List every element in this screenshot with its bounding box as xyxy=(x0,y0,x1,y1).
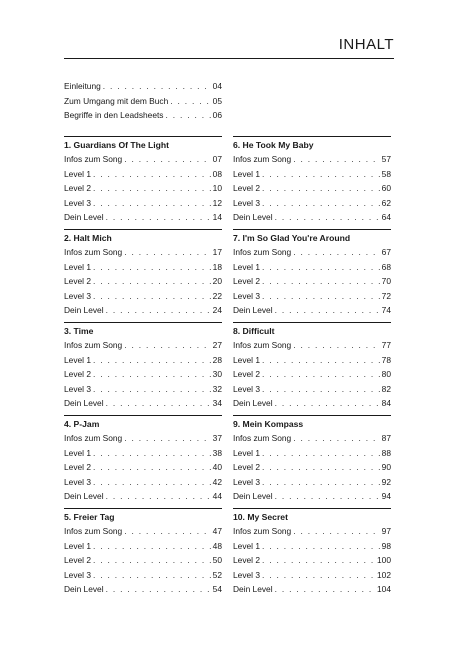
toc-entry[interactable] xyxy=(233,274,391,289)
entry-page: 20 xyxy=(212,276,222,286)
toc-entry[interactable] xyxy=(233,367,391,382)
toc-entry[interactable] xyxy=(64,382,222,397)
entry-label: Level 2 xyxy=(233,183,261,193)
entry-page: 90 xyxy=(381,462,391,472)
entry-label: Level 1 xyxy=(64,168,92,179)
entry-label: Level 1 xyxy=(64,540,92,551)
dot-leader xyxy=(262,568,375,583)
section-divider xyxy=(64,415,222,416)
entry-page: 14 xyxy=(212,212,222,222)
toc-entry[interactable] xyxy=(233,353,391,368)
toc-entry[interactable] xyxy=(64,539,222,554)
dot-leader xyxy=(106,396,211,411)
dot-leader xyxy=(93,289,211,304)
entry-page: 06 xyxy=(212,110,222,120)
toc-entry[interactable] xyxy=(233,210,391,225)
entry-page: 87 xyxy=(381,433,391,443)
section-divider xyxy=(233,229,391,230)
section-divider xyxy=(233,136,391,137)
dot-leader xyxy=(93,181,211,196)
toc-entry[interactable] xyxy=(233,382,391,397)
toc-entry[interactable] xyxy=(64,553,222,568)
entry-page: 88 xyxy=(381,447,391,458)
dot-leader xyxy=(93,475,211,490)
song-section xyxy=(233,229,391,318)
entry-page: 97 xyxy=(381,526,391,536)
song-title[interactable]: 2. Halt Mich xyxy=(64,233,112,243)
entry-label: Level 3 xyxy=(233,476,261,487)
intro-entry[interactable] xyxy=(64,94,222,109)
dot-leader xyxy=(275,396,380,411)
entry-page: 07 xyxy=(212,154,222,164)
entry-page: 74 xyxy=(381,305,391,315)
entry-label: Infos zum Song xyxy=(64,247,123,257)
dot-leader xyxy=(124,245,210,260)
page-title: INHALT xyxy=(338,36,394,53)
entry-page: 54 xyxy=(212,584,222,594)
section-divider xyxy=(64,322,222,323)
entry-label: Level 1 xyxy=(233,168,261,179)
dot-leader xyxy=(106,582,211,597)
song-section xyxy=(233,136,391,225)
toc-entry[interactable] xyxy=(64,524,222,539)
song-section xyxy=(233,415,391,504)
entry-label: Dein Level xyxy=(233,491,273,501)
entry-label: Dein Level xyxy=(64,584,104,594)
toc-entry[interactable] xyxy=(64,167,222,182)
entry-page: 50 xyxy=(212,555,222,565)
entry-label: Level 3 xyxy=(233,383,261,394)
dot-leader xyxy=(103,79,211,94)
toc-entry[interactable] xyxy=(233,152,391,167)
entry-label: Level 1 xyxy=(64,354,92,365)
dot-leader xyxy=(262,167,380,182)
entry-page: 17 xyxy=(212,247,222,257)
entry-label: Level 1 xyxy=(64,447,92,458)
entry-page: 47 xyxy=(212,526,222,536)
dot-leader xyxy=(93,367,211,382)
toc-entry[interactable] xyxy=(64,260,222,275)
song-section xyxy=(64,415,222,504)
entry-page: 48 xyxy=(212,540,222,551)
toc-entry[interactable] xyxy=(233,196,391,211)
entry-page: 102 xyxy=(377,569,391,580)
dot-leader xyxy=(293,524,379,539)
entry-page: 82 xyxy=(381,383,391,394)
song-title[interactable]: 4. P-Jam xyxy=(64,419,100,429)
toc-entry[interactable] xyxy=(64,289,222,304)
song-section xyxy=(64,508,222,597)
entry-page: 52 xyxy=(212,569,222,580)
dot-leader xyxy=(262,553,375,568)
entry-page: 98 xyxy=(381,540,391,551)
dot-leader xyxy=(124,152,210,167)
song-section xyxy=(64,136,222,225)
entry-page: 18 xyxy=(212,261,222,272)
toc-entry[interactable] xyxy=(64,475,222,490)
entry-label: Infos zum Song xyxy=(64,526,123,536)
entry-page: 58 xyxy=(381,168,391,179)
dot-leader xyxy=(93,553,211,568)
song-section xyxy=(233,508,391,597)
entry-page: 10 xyxy=(212,183,222,193)
entry-label: Level 2 xyxy=(64,555,92,565)
toc-entry[interactable] xyxy=(64,210,222,225)
dot-leader xyxy=(93,539,211,554)
dot-leader xyxy=(262,539,380,554)
entry-label: Level 3 xyxy=(233,197,261,208)
toc-entry[interactable] xyxy=(64,353,222,368)
toc-entry[interactable] xyxy=(233,338,391,353)
entry-page: 38 xyxy=(212,447,222,458)
dot-leader xyxy=(93,568,211,583)
song-title[interactable]: 3. Time xyxy=(64,326,94,336)
toc-entry[interactable] xyxy=(64,568,222,583)
dot-leader xyxy=(262,274,380,289)
dot-leader xyxy=(170,94,210,109)
dot-leader xyxy=(93,260,211,275)
entry-label: Infos zum Song xyxy=(233,526,292,536)
entry-label: Infos zum Song xyxy=(64,433,123,443)
song-title[interactable]: 5. Freier Tag xyxy=(64,512,115,522)
dot-leader xyxy=(293,245,379,260)
dot-leader xyxy=(275,489,380,504)
entry-label: Level 1 xyxy=(233,540,261,551)
dot-leader xyxy=(106,489,211,504)
entry-label: Level 2 xyxy=(64,276,92,286)
entry-label: Dein Level xyxy=(64,212,104,222)
dot-leader xyxy=(293,338,379,353)
entry-label: Level 2 xyxy=(233,369,261,379)
entry-page: 67 xyxy=(381,247,391,257)
entry-label: Zum Umgang mit dem Buch xyxy=(64,95,169,106)
song-section xyxy=(233,322,391,411)
song-title[interactable]: 8. Difficult xyxy=(233,326,275,336)
entry-label: Level 3 xyxy=(64,476,92,487)
entry-label: Dein Level xyxy=(64,305,104,315)
dot-leader xyxy=(293,152,379,167)
entry-label: Level 2 xyxy=(233,555,261,565)
song-section xyxy=(64,229,222,318)
toc-entry[interactable] xyxy=(64,367,222,382)
section-divider xyxy=(233,415,391,416)
entry-page: 62 xyxy=(381,197,391,208)
entry-label: Level 1 xyxy=(64,261,92,272)
dot-leader xyxy=(262,181,380,196)
toc-entry[interactable] xyxy=(233,460,391,475)
entry-page: 08 xyxy=(212,168,222,179)
dot-leader xyxy=(275,303,380,318)
toc-entry[interactable] xyxy=(64,303,222,318)
dot-leader xyxy=(93,167,211,182)
dot-leader xyxy=(106,210,211,225)
toc-entry[interactable] xyxy=(64,274,222,289)
dot-leader xyxy=(262,475,380,490)
toc-entry[interactable] xyxy=(64,446,222,461)
entry-page: 92 xyxy=(381,476,391,487)
entry-label: Infos zum Song xyxy=(233,433,292,443)
toc-entry[interactable] xyxy=(64,460,222,475)
entry-label: Level 1 xyxy=(233,447,261,458)
entry-label: Level 1 xyxy=(233,354,261,365)
entry-page: 100 xyxy=(377,555,391,565)
entry-label: Infos zum Song xyxy=(64,154,123,164)
toc-entry[interactable] xyxy=(233,475,391,490)
toc-entry[interactable] xyxy=(64,396,222,411)
entry-label: Level 3 xyxy=(64,383,92,394)
entry-page: 80 xyxy=(381,369,391,379)
entry-label: Level 1 xyxy=(233,261,261,272)
intro-entry[interactable] xyxy=(64,79,222,94)
header-divider xyxy=(64,58,394,59)
toc-entry[interactable] xyxy=(64,152,222,167)
song-title[interactable]: 10. My Secret xyxy=(233,512,288,522)
dot-leader xyxy=(93,274,211,289)
entry-label: Dein Level xyxy=(233,212,273,222)
entry-page: 104 xyxy=(377,584,391,594)
toc-entry[interactable] xyxy=(64,582,222,597)
dot-leader xyxy=(93,353,211,368)
entry-label: Level 3 xyxy=(233,290,261,301)
entry-label: Dein Level xyxy=(233,305,273,315)
dot-leader xyxy=(124,338,210,353)
entry-page: 05 xyxy=(212,95,222,106)
entry-page: 34 xyxy=(212,398,222,408)
dot-leader xyxy=(93,446,211,461)
entry-label: Level 2 xyxy=(64,183,92,193)
entry-page: 37 xyxy=(212,433,222,443)
toc-entry[interactable] xyxy=(64,181,222,196)
entry-label: Infos zum Song xyxy=(64,340,123,350)
entry-page: 04 xyxy=(212,81,222,91)
entry-page: 78 xyxy=(381,354,391,365)
dot-leader xyxy=(93,196,211,211)
dot-leader xyxy=(262,367,380,382)
dot-leader xyxy=(166,108,211,123)
dot-leader xyxy=(124,524,210,539)
dot-leader xyxy=(106,303,211,318)
entry-label: Infos zum Song xyxy=(233,340,292,350)
entry-page: 94 xyxy=(381,491,391,501)
entry-label: Einleitung xyxy=(64,81,101,91)
entry-label: Level 3 xyxy=(64,290,92,301)
entry-label: Infos zum Song xyxy=(233,154,292,164)
entry-label: Level 2 xyxy=(233,276,261,286)
entry-page: 64 xyxy=(381,212,391,222)
entry-label: Level 2 xyxy=(64,462,92,472)
song-title[interactable]: 9. Mein Kompass xyxy=(233,419,304,429)
entry-label: Dein Level xyxy=(64,398,104,408)
dot-leader xyxy=(293,431,379,446)
toc-entry[interactable] xyxy=(233,568,391,583)
dot-leader xyxy=(93,382,211,397)
toc-entry[interactable] xyxy=(233,553,391,568)
dot-leader xyxy=(275,582,375,597)
entry-page: 84 xyxy=(381,398,391,408)
dot-leader xyxy=(262,289,380,304)
section-divider xyxy=(64,508,222,509)
toc-entry[interactable] xyxy=(233,181,391,196)
section-divider xyxy=(233,322,391,323)
song-title[interactable]: 7. I'm So Glad You're Around xyxy=(233,233,351,243)
entry-page: 44 xyxy=(212,491,222,501)
toc-entry[interactable] xyxy=(64,196,222,211)
dot-leader xyxy=(124,431,210,446)
section-divider xyxy=(64,136,222,137)
entry-page: 60 xyxy=(381,183,391,193)
section-divider xyxy=(64,229,222,230)
entry-label: Begriffe in den Leadsheets xyxy=(64,110,164,120)
entry-label: Level 3 xyxy=(64,197,92,208)
intro-list xyxy=(64,79,222,123)
entry-label: Dein Level xyxy=(64,491,104,501)
entry-label: Dein Level xyxy=(233,398,273,408)
entry-page: 70 xyxy=(381,276,391,286)
dot-leader xyxy=(262,382,380,397)
intro-entry[interactable] xyxy=(64,108,222,123)
dot-leader xyxy=(262,196,380,211)
dot-leader xyxy=(275,210,380,225)
section-divider xyxy=(233,508,391,509)
toc-entry[interactable] xyxy=(233,582,391,597)
song-section xyxy=(64,322,222,411)
entry-label: Level 2 xyxy=(233,462,261,472)
entry-page: 12 xyxy=(212,197,222,208)
toc-entry[interactable] xyxy=(233,539,391,554)
toc-entry[interactable] xyxy=(233,396,391,411)
entry-page: 30 xyxy=(212,369,222,379)
entry-label: Level 3 xyxy=(233,569,261,580)
song-title[interactable]: 1. Guardians Of The Light xyxy=(64,140,170,150)
toc-entry[interactable] xyxy=(64,431,222,446)
entry-label: Level 3 xyxy=(64,569,92,580)
entry-label: Infos zum Song xyxy=(233,247,292,257)
entry-page: 22 xyxy=(212,290,222,301)
entry-page: 77 xyxy=(381,340,391,350)
toc-entry[interactable] xyxy=(233,167,391,182)
entry-page: 72 xyxy=(381,290,391,301)
entry-page: 27 xyxy=(212,340,222,350)
entry-page: 28 xyxy=(212,354,222,365)
toc-entry[interactable] xyxy=(233,260,391,275)
toc-entry[interactable] xyxy=(233,289,391,304)
dot-leader xyxy=(262,460,380,475)
toc-entry[interactable] xyxy=(233,446,391,461)
toc-entry[interactable] xyxy=(233,524,391,539)
toc-entry[interactable] xyxy=(64,489,222,504)
toc-entry[interactable] xyxy=(233,303,391,318)
entry-label: Level 2 xyxy=(64,369,92,379)
entry-page: 40 xyxy=(212,462,222,472)
entry-page: 32 xyxy=(212,383,222,394)
entry-page: 68 xyxy=(381,261,391,272)
toc-entry[interactable] xyxy=(64,245,222,260)
entry-page: 42 xyxy=(212,476,222,487)
entry-page: 24 xyxy=(212,305,222,315)
song-title[interactable]: 6. He Took My Baby xyxy=(233,140,314,150)
dot-leader xyxy=(262,260,380,275)
toc-entry[interactable] xyxy=(64,338,222,353)
toc-entry[interactable] xyxy=(233,245,391,260)
entry-page: 57 xyxy=(381,154,391,164)
dot-leader xyxy=(93,460,211,475)
entry-label: Dein Level xyxy=(233,584,273,594)
toc-entry[interactable] xyxy=(233,489,391,504)
toc-entry[interactable] xyxy=(233,431,391,446)
dot-leader xyxy=(262,353,380,368)
dot-leader xyxy=(262,446,380,461)
